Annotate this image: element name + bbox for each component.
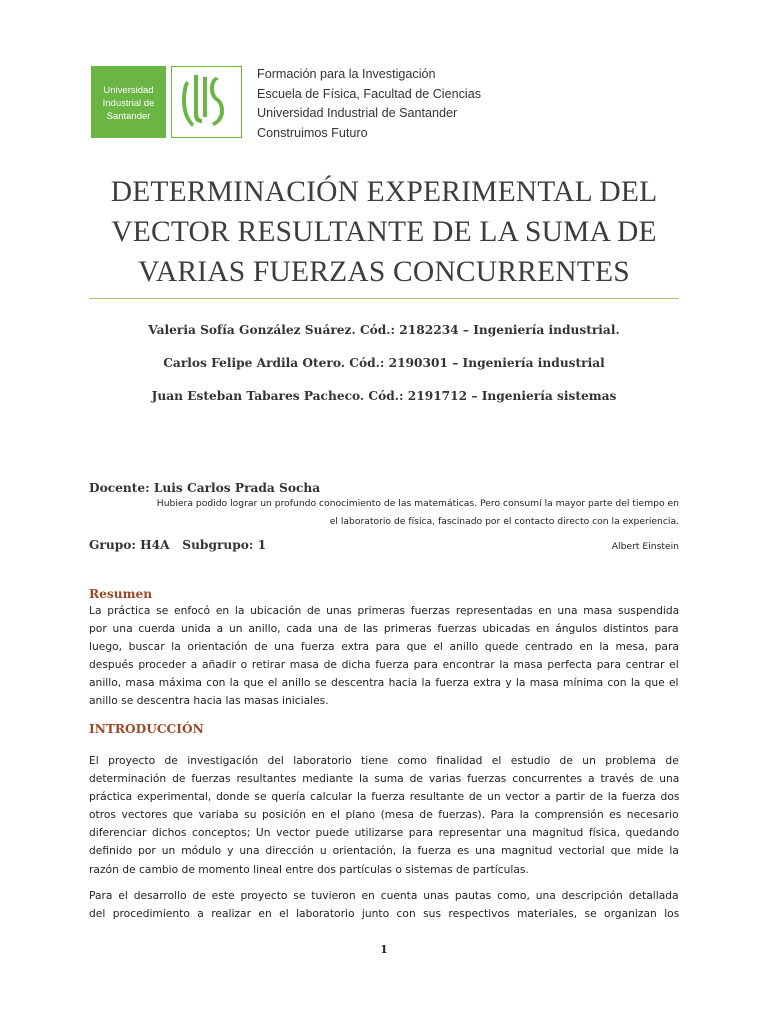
introduccion-heading: INTRODUCCIÓN xyxy=(89,722,204,736)
page-number: 1 xyxy=(380,943,388,956)
text-line: práctica experimental, donde se quería calcular la fuerza resultante de un vector a partir de la fuerza dos xyxy=(89,790,679,804)
uis-emblem-icon xyxy=(171,66,242,138)
text-line: determinación de fuerzas resultantes mediante la suma de varias fuerzas concurrentes a través de una xyxy=(89,772,679,786)
text-line: otros vectores que variaba su posición en el plano (mesa de fuerzas). Para la comprensión es necesario xyxy=(89,808,679,822)
header-line: Universidad Industrial de Santander xyxy=(257,106,458,121)
title-divider xyxy=(89,298,679,299)
text-line: después proceder a añadir o retirar masa de dicha fuerza para encontrar la masa perfecta para centrar el xyxy=(89,658,679,672)
text-line: por una cuerda unida a un anillo, cada una de las primeras fuerzas ubicadas en ángulos distintos para xyxy=(89,622,679,636)
author-line: Juan Esteban Tabares Pacheco. Cód.: 2191712 – Ingeniería sistemas xyxy=(151,389,617,403)
text-line: El proyecto de investigación del laboratorio tiene como finalidad el estudio de un problema de xyxy=(89,754,679,767)
text-line: anillo, masa máxima con la que el anillo se descentra hacia la fuerza extra y la masa mínima con la que el xyxy=(89,676,679,690)
header-institution-lines xyxy=(257,65,481,143)
teacher-line: Docente: Luis Carlos Prada Socha xyxy=(89,481,321,495)
text-line: anillo se descentra hacia las masas iniciales. xyxy=(89,694,329,708)
text-line: diferenciar dichos conceptos; Un vector puede utilizarse para representar una magnitud física, quedando xyxy=(89,826,679,840)
resumen-paragraph xyxy=(89,602,679,711)
title-line: DETERMINACIÓN EXPERIMENTAL DEL xyxy=(110,176,658,208)
text-line: Para el desarrollo de este proyecto se tuvieron en cuenta unas pautas como, una descripción detallada xyxy=(89,889,679,902)
text-line: definido por un módulo y una dirección u orientación, la fuerza es una magnitud vectorial que mide la xyxy=(89,844,679,858)
resumen-heading: Resumen xyxy=(89,587,153,601)
university-logo xyxy=(91,66,166,138)
header-line: Escuela de Física, Facultad de Ciencias xyxy=(257,86,482,101)
epigraph-quote xyxy=(89,495,679,556)
logo-text-line: Universidad xyxy=(103,85,154,96)
logo-text-line: Santander xyxy=(106,111,151,122)
text-line: razón de cambio de momento lineal entre dos partículas o sistemas de partículas. xyxy=(89,862,529,876)
header-line: Construimos Futuro xyxy=(257,125,368,140)
document-title xyxy=(60,172,708,292)
text-line: del procedimiento a realizar en el laboratorio junto con sus respectivos materiales, se organizan los xyxy=(89,907,679,921)
author-line: Carlos Felipe Ardila Otero. Cód.: 2190301 – Ingeniería industrial xyxy=(163,356,605,370)
quote-author: Albert Einstein xyxy=(611,541,679,552)
authors-list xyxy=(60,320,708,419)
quote-line: Hubiera podido lograr un profundo conocimiento de las matemáticas. Pero consumí la mayor parte del tiempo en xyxy=(156,498,679,509)
logo-text-line: Industrial de xyxy=(102,98,155,109)
title-line: VARIAS FUERZAS CONCURRENTES xyxy=(138,256,630,288)
quote-line: el laboratorio de física, fascinado por el contacto directo con la experiencia. xyxy=(329,515,679,527)
introduccion-paragraph-2 xyxy=(89,887,679,923)
introduccion-paragraph-1 xyxy=(89,752,679,879)
header-line: Formación para la Investigación xyxy=(257,67,436,81)
text-line: luego, buscar la orientación de una fuerza extra para que el anillo quede centrado en la mesa, para xyxy=(89,640,679,654)
title-line: VECTOR RESULTANTE DE LA SUMA DE xyxy=(111,216,657,248)
group-line: Grupo: H4A Subgrupo: 1 xyxy=(89,538,267,552)
author-line: Valeria Sofía González Suárez. Cód.: 2182234 – Ingeniería industrial. xyxy=(148,323,620,337)
text-line: La práctica se enfocó en la ubicación de unas primeras fuerzas representadas en una masa suspendida xyxy=(89,604,679,617)
